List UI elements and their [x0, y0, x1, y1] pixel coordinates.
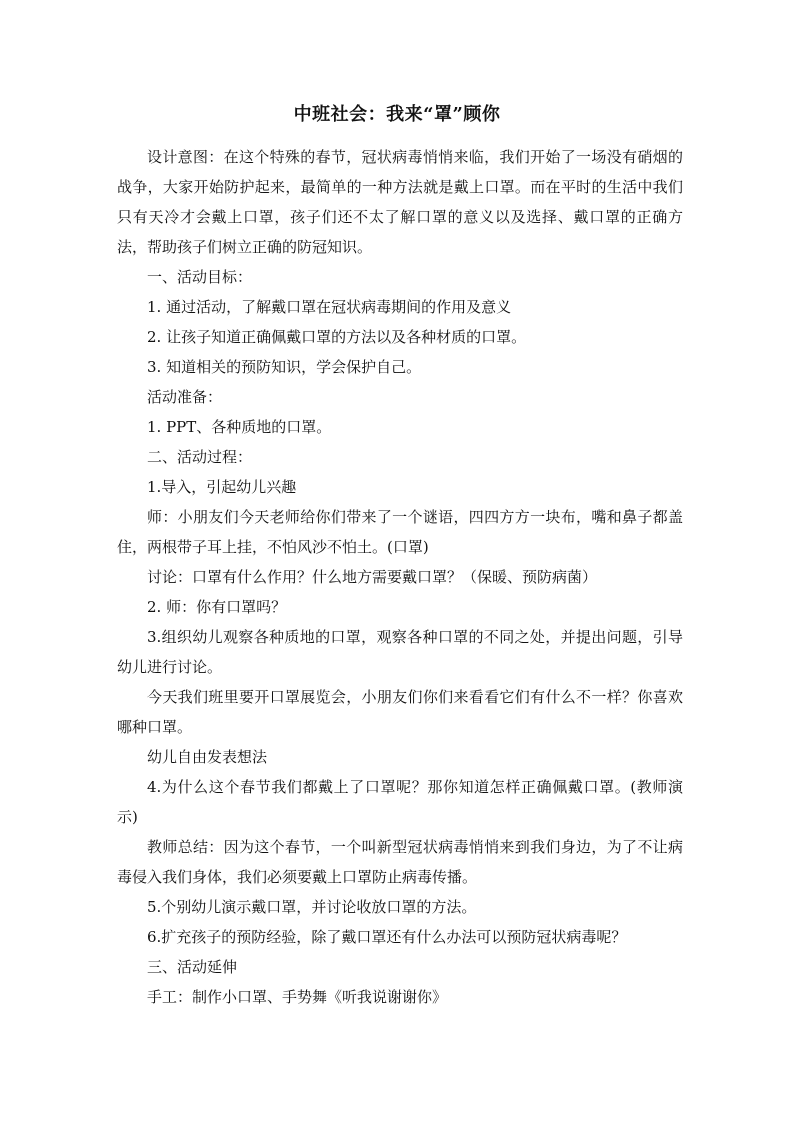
goal-item-2: 2. 让孩子知道正确佩戴口罩的方法以及各种材质的口罩。 [147, 328, 527, 346]
preparation-item-1: 1. PPT、各种质地的口罩。 [147, 418, 332, 436]
paragraph-discussion: 讨论：口罩有什么作用？什么地方需要戴口罩？（保暖、预防病菌） [147, 568, 598, 586]
process-step-6: 6.扩充孩子的预防经验，除了戴口罩还有什么办法可以预防冠状病毒呢？ [147, 928, 627, 946]
paragraph-handicraft: 手工：制作小口罩、手势舞《听我说谢谢你》 [147, 988, 448, 1006]
heading-activity-goals: 一、活动目标： [147, 268, 253, 286]
goal-item-1: 1. 通过活动，了解戴口罩在冠状病毒期间的作用及意义 [147, 298, 512, 316]
heading-activity-preparation: 活动准备： [147, 388, 223, 406]
paragraph-riddle: 师：小朋友们今天老师给你们带来了一个谜语，四四方方一块布，嘴和鼻子都盖住，两根带子耳上挂，不怕风沙不怕土。(口罩) [117, 508, 683, 556]
paragraph-exhibition: 今天我们班里要开口罩展览会，小朋友们你们来看看它们有什么不一样？你喜欢哪种口罩。 [117, 688, 683, 736]
process-step-5: 5.个别幼儿演示戴口罩，并讨论收放口罩的方法。 [147, 898, 477, 916]
process-step-4: 4.为什么这个春节我们都戴上了口罩呢？那你知道怎样正确佩戴口罩。(教师演示) [117, 778, 683, 826]
document-body [117, 142, 683, 1012]
process-step-2: 2. 师：你有口罩吗？ [147, 598, 287, 616]
paragraph-free-expression: 幼儿自由发表想法 [147, 748, 268, 766]
process-step-3: 3.组织幼儿观察各种质地的口罩，观察各种口罩的不同之处，并提出问题，引导幼儿进行讨论。 [117, 628, 683, 676]
heading-activity-extension: 三、活动延伸 [147, 958, 238, 976]
paragraph-teacher-summary: 教师总结：因为这个春节，一个叫新型冠状病毒悄悄来到我们身边，为了不让病毒侵入我们身体，我们必须要戴上口罩防止病毒传播。 [117, 838, 683, 886]
paragraph-design-intent: 设计意图：在这个特殊的春节，冠状病毒悄悄来临，我们开始了一场没有硝烟的战争，大家开始防护起来，最简单的一种方法就是戴上口罩。而在平时的生活中我们只有天冷才会戴上口罩，孩子们还不太了解口罩的意义以及选择、戴口罩的正确方法，帮助孩子们树立正确的防冠知识。 [117, 148, 683, 256]
process-step-1: 1.导入，引起幼儿兴趣 [147, 478, 297, 496]
heading-activity-process: 二、活动过程： [147, 448, 253, 466]
document-title: 中班社会：我来“罩”顾你 [293, 104, 501, 125]
goal-item-3: 3. 知道相关的预防知识，学会保护自己。 [147, 358, 422, 376]
